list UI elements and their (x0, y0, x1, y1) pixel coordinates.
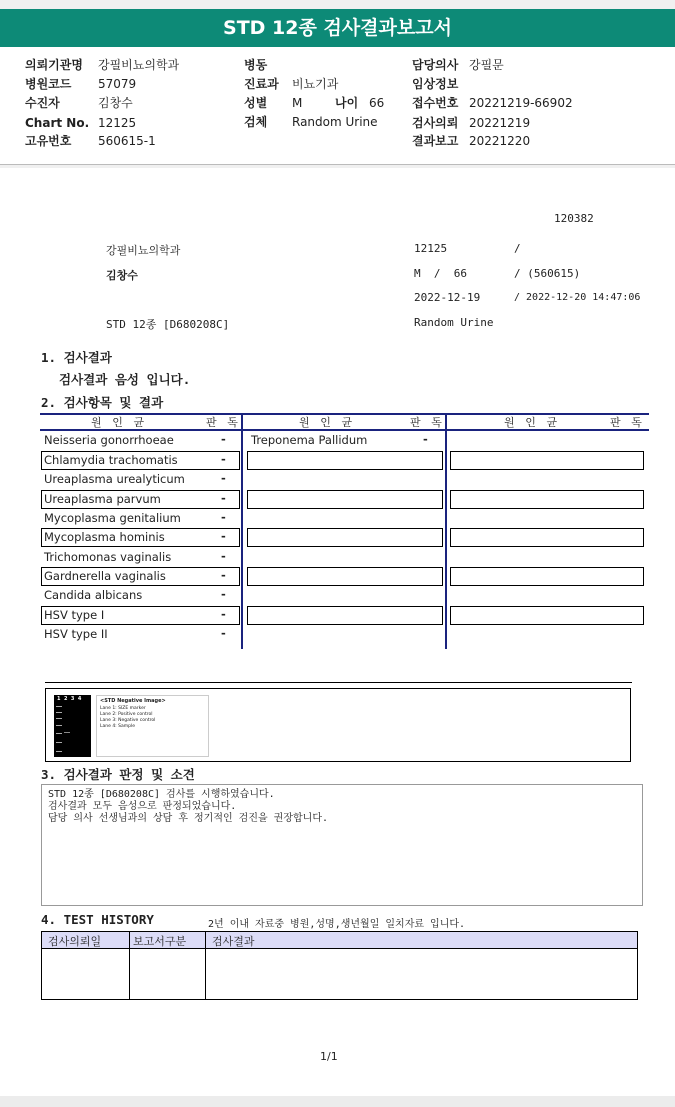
header-row-hospital-code (25, 75, 136, 93)
organism-name: Ureaplasma parvum (44, 492, 161, 506)
gel-legend-line: Lane 1: SIZE marker (100, 706, 146, 711)
organism-result: - (221, 432, 226, 446)
organism-name: Trichomonas vaginalis (44, 550, 172, 564)
organism-result: - (221, 491, 226, 505)
header-value: 20221219 (469, 116, 531, 130)
paper-sex-age: M / 66 (414, 267, 467, 280)
header-value: 강필비뇨의학과 (98, 58, 180, 72)
organism-result: - (221, 626, 226, 640)
header-label: 접수번호 (412, 96, 459, 110)
header-row-department (244, 75, 338, 93)
gel-lane-numbers: 1 2 3 4 (57, 696, 82, 702)
organism-name: Treponema Pallidum (251, 433, 368, 447)
header-label: 의뢰기관명 (25, 58, 83, 72)
header-row-specimen (244, 113, 378, 131)
header-value: 강필문 (469, 58, 504, 72)
paper-patient: 김창수 (106, 269, 138, 282)
header-row-chart-no (25, 114, 136, 132)
header-label: 진료과 (244, 77, 279, 91)
header-label: 고유번호 (25, 134, 72, 148)
row-box (247, 490, 443, 509)
gel-image (54, 695, 91, 757)
header-value: M (292, 96, 303, 110)
row-box (450, 606, 644, 625)
divider-line (45, 682, 632, 683)
col-head-result: 판 독 (410, 416, 444, 429)
organism-result: - (221, 510, 226, 524)
organism-result: - (221, 529, 226, 543)
header-label: 병동 (244, 58, 268, 72)
history-note: 2년 이내 자료중 병원,성명,생년월일 일치자료 입니다. (208, 919, 466, 930)
section-2-title: 2. 검사항목 및 결과 (41, 395, 164, 410)
col-head-result: 판 독 (610, 416, 644, 429)
organism-result: - (221, 587, 226, 601)
header-label: 임상정보 (412, 77, 459, 91)
header-label: 검체 (244, 115, 268, 129)
organism-name: Candida albicans (44, 588, 143, 602)
organism-result: - (221, 568, 226, 582)
header-row-patient (25, 94, 133, 112)
header-value: 560615-1 (98, 134, 156, 148)
gel-legend-line: Lane 4: Sample (100, 724, 135, 729)
header-label: 수진자 (25, 96, 60, 110)
header-value: 20221220 (469, 134, 531, 148)
row-box (450, 567, 644, 586)
history-col-divider (205, 932, 206, 999)
report-title: STD 12종 검사결과보고서 (0, 9, 675, 47)
row-box (450, 528, 644, 547)
paper-specimen: Random Urine (414, 316, 494, 329)
paper-date-requested: 2022-12-19 (414, 291, 481, 304)
gel-title: <STD Negative Image> (100, 698, 166, 704)
row-box (247, 451, 443, 470)
organism-result: - (221, 607, 226, 621)
section-1-title: 1. 검사결과 (41, 350, 112, 365)
std-negative-image-box (45, 688, 631, 762)
row-box (247, 528, 443, 547)
organism-name: Mycoplasma genitalium (44, 511, 181, 525)
header-value-age: 66 (369, 96, 385, 110)
paper-slash: / (514, 242, 521, 255)
paper-hospital: 강필비뇨의학과 (106, 244, 181, 257)
paper-birth: / (560615) (514, 267, 581, 280)
header-value: 김창수 (98, 96, 133, 110)
history-col-report-type: 보고서구분 (133, 935, 187, 948)
gel-legend-line: Lane 3: Negative control (100, 718, 156, 723)
header-row-sex (244, 94, 384, 112)
history-header (42, 932, 637, 949)
header-row-report-date (412, 132, 530, 150)
result-table (40, 413, 649, 649)
header-label: 병원코드 (25, 77, 72, 91)
history-col-result: 검사결과 (212, 935, 255, 948)
organism-result: - (221, 452, 226, 466)
header-value: Random Urine (292, 115, 378, 129)
table-divider (445, 413, 447, 649)
opinion-line: 담당 의사 선생님과의 상담 후 정기적인 검진을 권장합니다. (48, 813, 329, 824)
opinion-box (41, 784, 643, 906)
opinion-line: STD 12종 [D680208C] 검사를 시행하였습니다. (48, 789, 275, 800)
gel-legend (96, 695, 209, 757)
report-paper (0, 168, 675, 1096)
col-head-organism: 원 인 균 (299, 416, 355, 429)
history-col-request-date: 검사의뢰일 (48, 935, 102, 948)
organism-name: Chlamydia trachomatis (44, 453, 178, 467)
organism-name: HSV type I (44, 608, 105, 622)
organism-result: - (221, 471, 226, 485)
header-row-institution (25, 56, 179, 74)
result-summary: 검사결과 음성 입니다. (59, 372, 191, 387)
test-history-table (41, 931, 638, 1000)
header-row-unique-id (25, 132, 156, 150)
header-value: 12125 (98, 116, 137, 130)
organism-result: - (423, 432, 428, 446)
col-head-organism: 원 인 균 (91, 416, 147, 429)
history-col-divider (129, 932, 130, 999)
header-row-doctor (412, 56, 504, 74)
header-label: 결과보고 (412, 134, 459, 148)
header-row-clinical-info (412, 75, 469, 93)
header-row-receipt-no (412, 94, 573, 112)
organism-name: Gardnerella vaginalis (44, 569, 166, 583)
header-value: 20221219-66902 (469, 96, 573, 110)
report-header (0, 47, 675, 165)
row-box (247, 567, 443, 586)
header-row-request-date (412, 114, 530, 132)
row-box (247, 606, 443, 625)
section-3-title: 3. 검사결과 판정 및 소견 (41, 767, 195, 782)
col-head-organism: 원 인 균 (504, 416, 560, 429)
header-label: 검사의뢰 (412, 116, 459, 130)
header-label: Chart No. (25, 116, 90, 130)
opinion-line: 검사결과 모두 음성으로 판정되었습니다. (48, 801, 237, 812)
row-box (450, 490, 644, 509)
paper-date-reported: / 2022-12-20 14:47:06 (514, 292, 641, 303)
col-head-result: 판 독 (206, 416, 240, 429)
organism-name: Neisseria gonorrhoeae (44, 433, 174, 447)
organism-result: - (221, 549, 226, 563)
header-row-ward (244, 56, 292, 74)
footer-strip (0, 1096, 675, 1107)
header-label: 성별 (244, 96, 268, 110)
header-value: 57079 (98, 77, 137, 91)
section-4-title: 4. TEST HISTORY (41, 912, 154, 927)
table-divider (241, 413, 243, 649)
header-label-age: 나이 (335, 96, 359, 110)
organism-name: HSV type II (44, 627, 108, 641)
organism-name: Ureaplasma urealyticum (44, 472, 185, 486)
gel-legend-line: Lane 2: Positive control (100, 712, 153, 717)
header-value: 비뇨기과 (292, 77, 339, 91)
header-label: 담당의사 (412, 58, 459, 72)
page-number: 1/1 (320, 1050, 338, 1063)
organism-name: Mycoplasma hominis (44, 530, 165, 544)
paper-chart: 12125 (414, 242, 448, 255)
paper-test-name: STD 12종 [D680208C] (106, 318, 230, 331)
row-box (450, 451, 644, 470)
report-code: 120382 (554, 212, 594, 225)
